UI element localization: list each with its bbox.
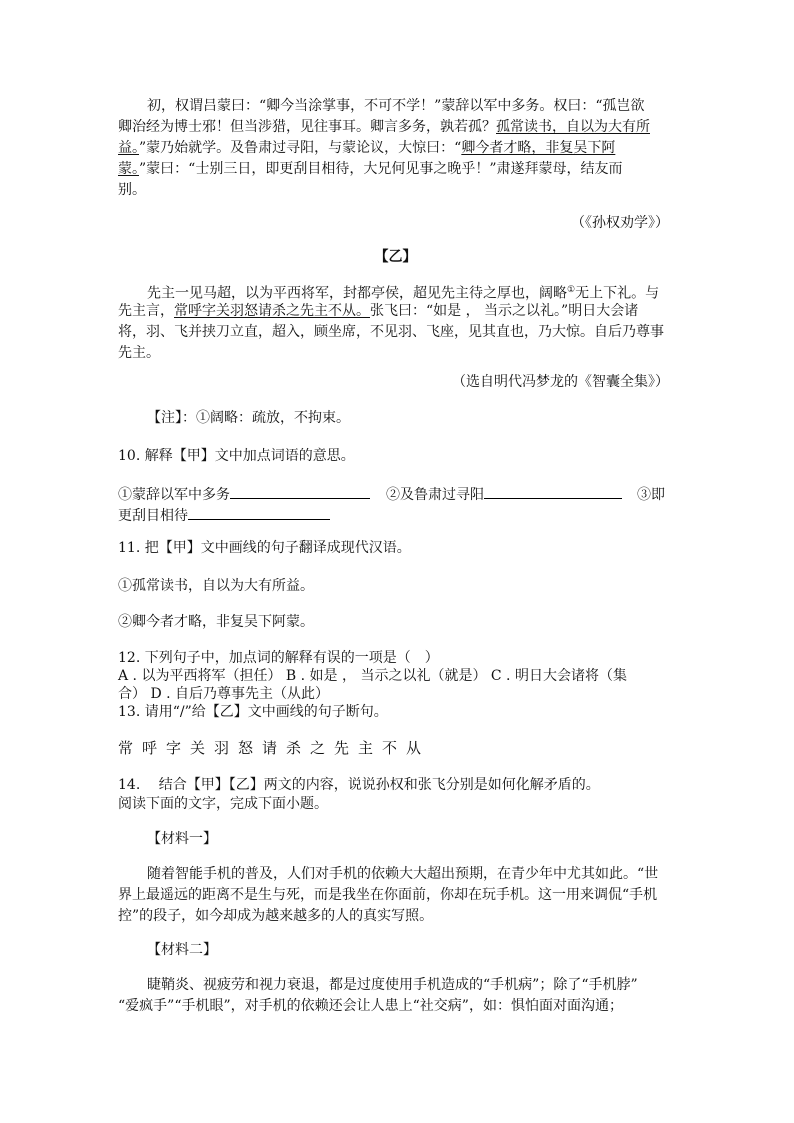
question-11-sentence-1: ①孤常读书，自以为大有所益。 xyxy=(118,578,314,594)
jia-line-3-text: ”蒙乃始就学。及鲁肃过寻阳，与蒙论议，大惊曰：“ xyxy=(139,140,462,156)
yi-source: （选自明代冯梦龙的《智囊全集》） xyxy=(452,374,669,390)
q10-item-3-start: ③即 xyxy=(637,487,665,503)
yi-line-2-text: 先主言， xyxy=(118,303,174,319)
jia-source: （《孙权劝学》） xyxy=(571,215,669,231)
q10-answer-blank-2[interactable] xyxy=(484,484,622,499)
jia-underlined-sentence-1: 孤常读书，自以为大有所 xyxy=(496,119,650,135)
jia-underlined-sentence-2: 卿今者才略，非复吴下阿 xyxy=(461,140,616,156)
jia-underlined-sentence-2-end: 蒙。 xyxy=(118,161,139,177)
jia-line-3 xyxy=(118,138,673,158)
jia-line-1: 初，权谓吕蒙曰：“卿今当涂掌事，不可不学！”蒙辞以军中多务。权曰：“孤岂欲 xyxy=(147,98,645,114)
yi-line-1-text: 先主一见马超，以为平西将军，封都亭侯，超见先主待之厚也，阔略 xyxy=(147,285,567,302)
jia-line-2-text: 卿治经为博士邪！但当涉猎，见往事耳。卿言多务，孰若孤？ xyxy=(118,119,496,135)
material-1-line-3: 控”的段子，如今却成为越来越多的人的真实写照。 xyxy=(118,908,434,924)
jia-line-4-text: ”蒙曰：“士别三日，即更刮目相待，大兄何见事之晚乎！”肃遂拜蒙母，结友而 xyxy=(139,161,623,177)
question-12-options-2: 合） D . 自后乃尊事先主（从此） xyxy=(118,686,330,702)
question-11-sentence-2: ②卿今者才略，非复吴下阿蒙。 xyxy=(118,614,314,630)
question-13-characters: 常呼字关羽怒请杀之先主不从 xyxy=(118,739,431,757)
jia-line-4 xyxy=(118,159,673,179)
jia-underlined-sentence-1-end: 益。 xyxy=(118,140,139,156)
material-2-line-1: 睫鞘炎、视疲劳和视力衰退，都是过度使用手机造成的“手机病”；除了“手机脖” xyxy=(147,977,638,993)
jia-line-2 xyxy=(118,117,673,137)
material-1-heading: 【材料一】 xyxy=(147,831,217,847)
question-11-prompt: 11. 把【甲】文中画线的句子翻译成现代汉语。 xyxy=(118,540,411,556)
material-1-line-2: 界上最遥远的距离不是生与死，而是我坐在你面前，你却在玩手机。这一用来调侃“手机 xyxy=(118,887,658,903)
question-10-items-cont xyxy=(118,505,673,526)
q10-item-1: ①蒙辞以军中多务 xyxy=(118,487,230,503)
question-12-prompt: 12. 下列句子中，加点词的解释有误的一项是（ ） xyxy=(118,650,439,666)
q10-answer-blank-3[interactable] xyxy=(188,505,330,520)
yi-line-4: 先主。 xyxy=(118,345,160,361)
yi-line-2-text-end: 张飞曰：“如是 ， 当示之以礼。”明日大会诸 xyxy=(370,303,639,319)
yi-line-1-text-end: 无上下礼。与 xyxy=(575,285,660,302)
question-13-prompt: 13. 请用“/”给【乙】文中画线的句子断句。 xyxy=(118,704,388,720)
q10-answer-blank-1[interactable] xyxy=(230,484,370,499)
q10-item-2: ②及鲁肃过寻阳 xyxy=(386,487,484,503)
question-12-options-1: A . 以为平西将军（担任） B . 如是 ， 当示之以礼（就是） C . 明日大会诸将（集 xyxy=(118,668,627,684)
q10-item-3-end: 更刮目相待 xyxy=(118,508,188,524)
jia-line-5: 别。 xyxy=(118,182,146,198)
question-14-prompt: 14. 结合【甲】【乙】两文的内容，说说孙权和张飞分别是如何化解矛盾的。 xyxy=(118,777,600,793)
question-10-items xyxy=(118,484,673,505)
material-2-heading: 【材料二】 xyxy=(147,942,217,958)
yi-line-3: 将，羽、飞并挟刀立直，超入，顾坐席，不见羽、飞座，见其直也，乃大惊。自后乃尊事 xyxy=(118,324,664,340)
reading-instruction: 阅读下面的文字，完成下面小题。 xyxy=(118,796,328,812)
yi-underlined-sentence: 常呼字关羽怒请杀之先主不从。 xyxy=(174,303,370,319)
yi-heading: 【乙】 xyxy=(374,249,417,265)
material-2-line-2: “爱疯手”“手机眼”，对手机的依赖还会让人患上“社交病”，如：惧怕面对面沟通； xyxy=(118,998,623,1014)
footnote-marker: ① xyxy=(567,285,576,295)
footnote: 【注】：①阔略：疏放，不拘束。 xyxy=(147,410,350,426)
question-10-prompt: 10. 解释【甲】文中加点词语的意思。 xyxy=(118,448,355,464)
material-1-line-1: 随着智能手机的普及，人们对手机的依赖大大超出预期，在青少年中尤其如此。“世 xyxy=(147,866,659,882)
yi-line-2 xyxy=(118,301,673,321)
